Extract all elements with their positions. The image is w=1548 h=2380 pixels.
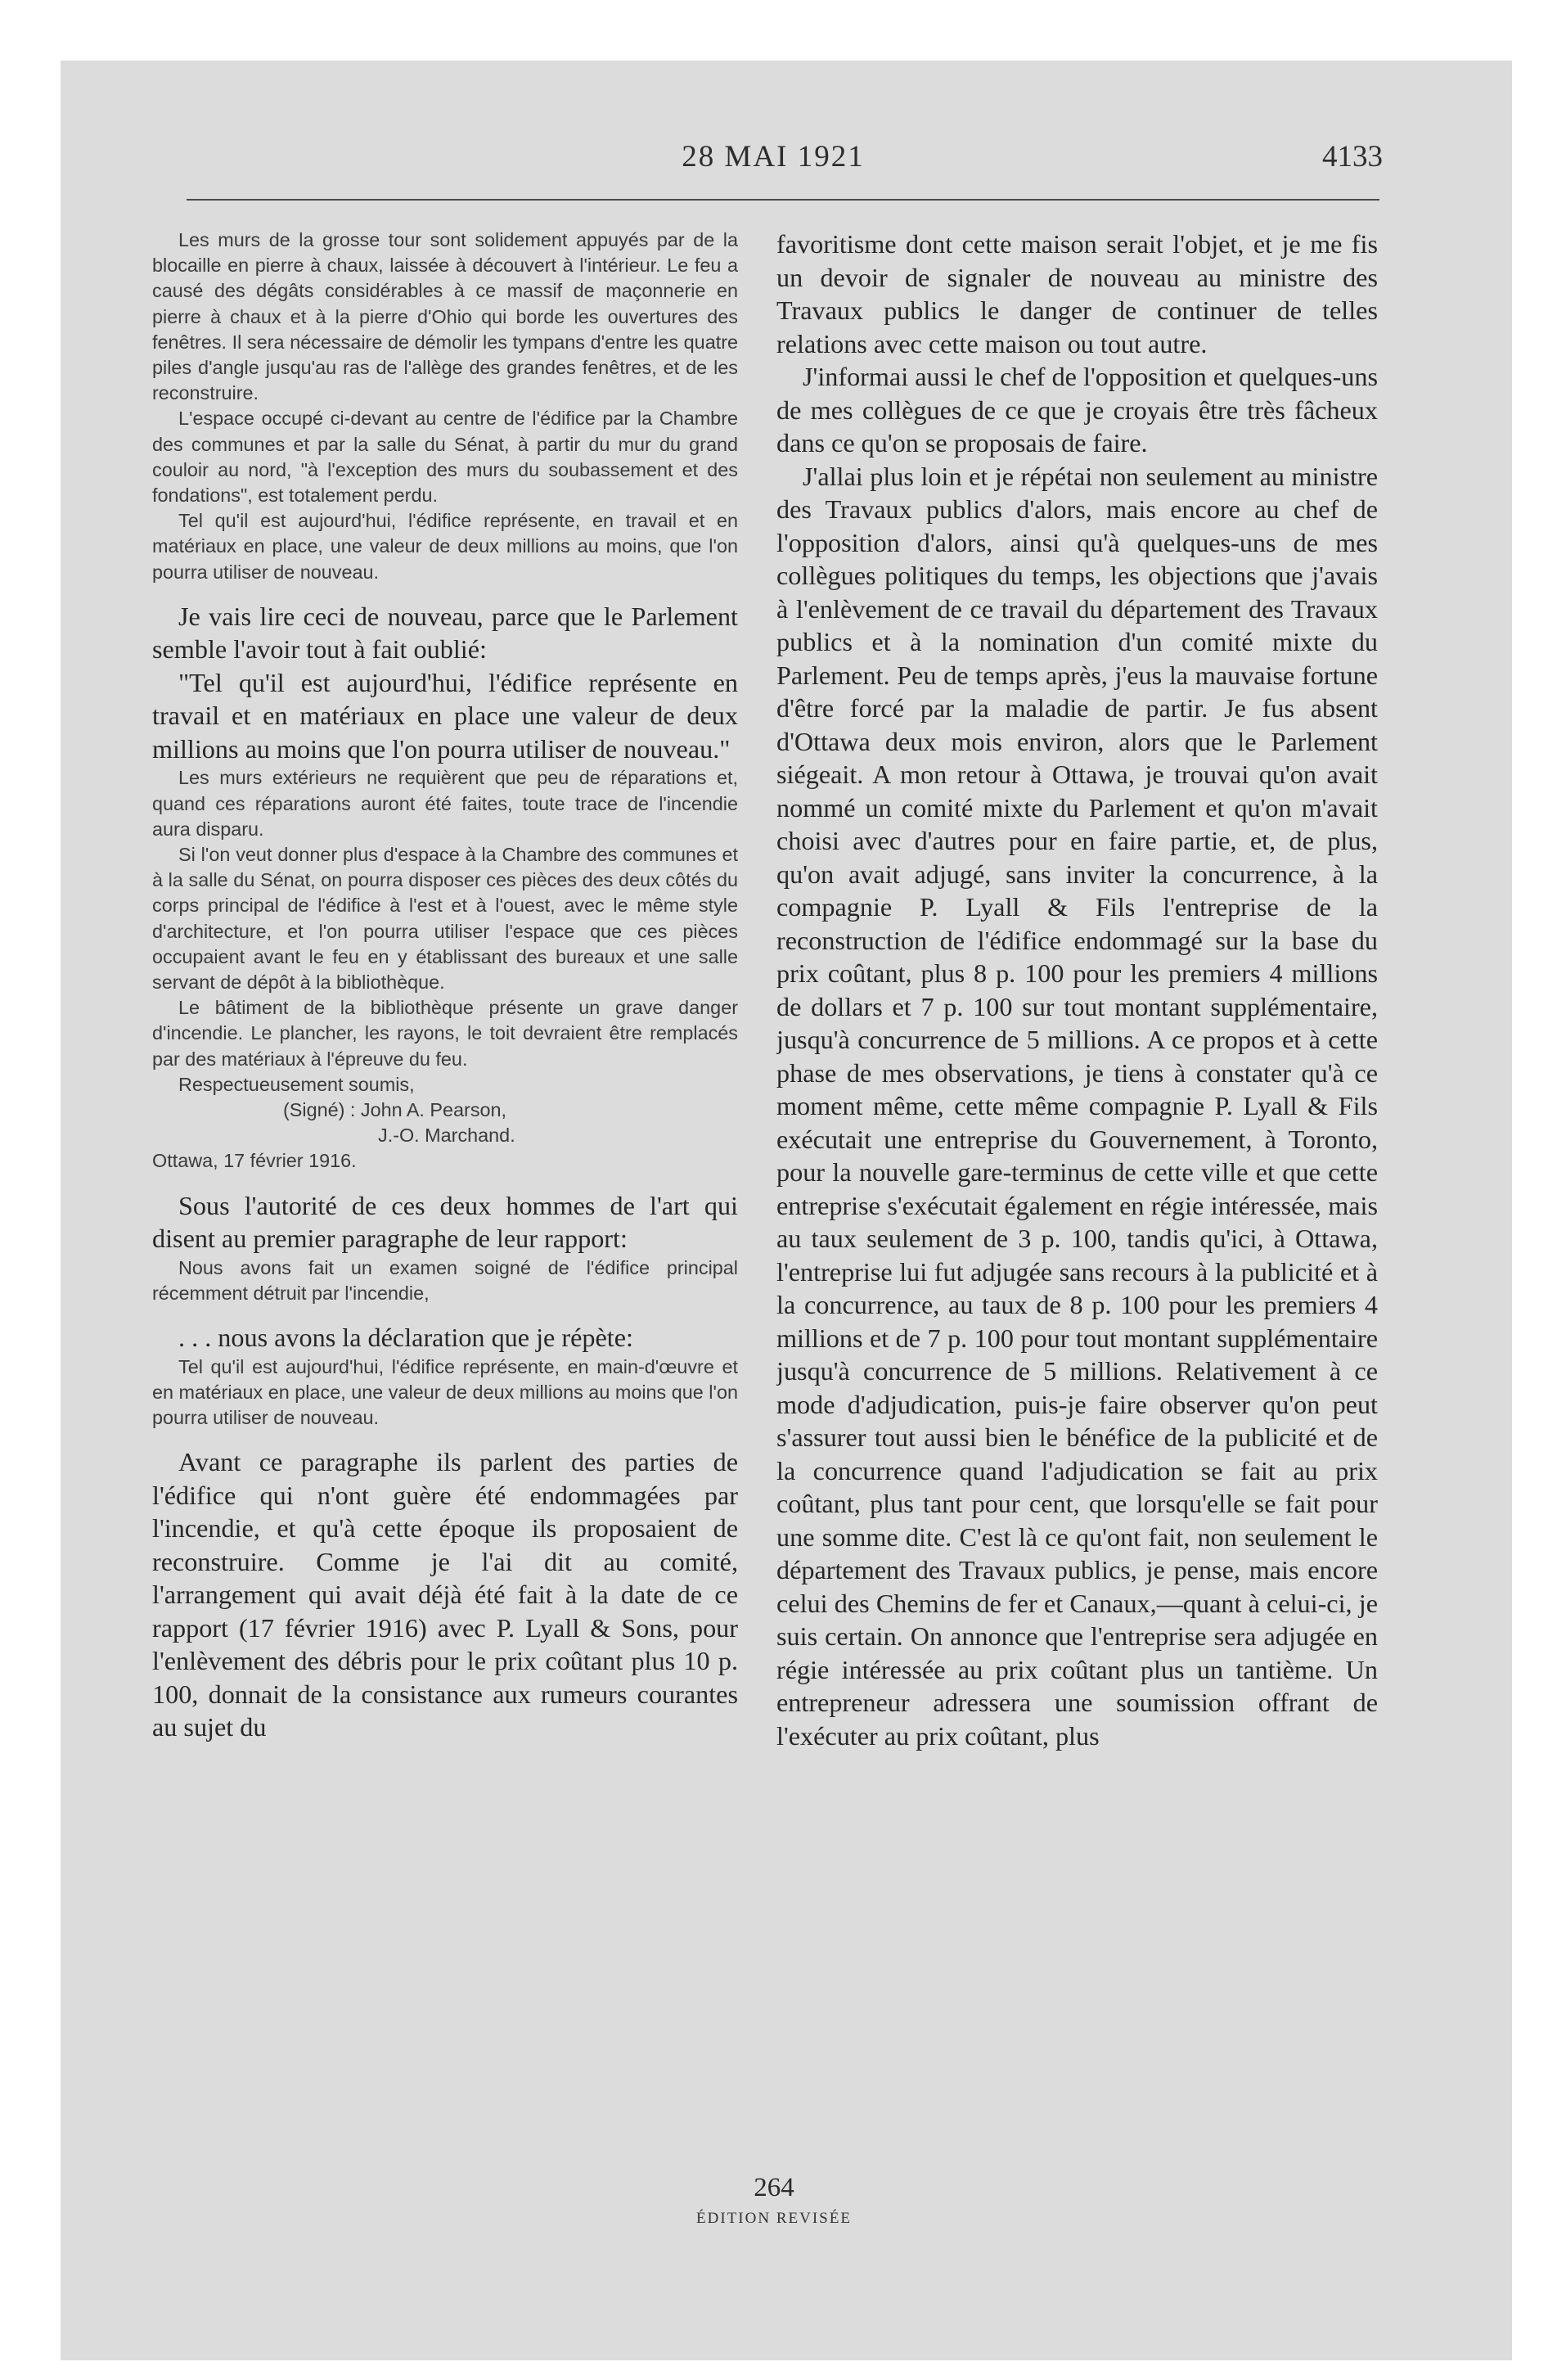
- body-paragraph: Avant ce paragraphe ils parlent des parties de l'édifice qui n'ont guère été endommagées par l'incendie, et qu'à cette époque ils proposaient de reconstruire. Comme je l'ai dit au comité, l'arrangement qui avait déjà été fait à la date de ce rapport (17 février 1916) avec P. Lyall & Sons, pour l'enlèvement des débris pour le prix coûtant plus 10 p. 100, donnait de la consistance aux rumeurs courantes au sujet du: [152, 1447, 738, 1742]
- page-footer: [0, 2173, 1548, 2228]
- footer-page-number: 264: [754, 2173, 794, 2202]
- body-paragraph: favoritisme dont cette maison serait l'objet, et je me fis un devoir de signaler de nouveau au ministre des Travaux publics le danger de continuer de telles relations avec cette maison ou tout autre.: [776, 229, 1378, 358]
- page-header: [164, 139, 1383, 188]
- right-column: [776, 228, 1378, 2167]
- body-paragraph: . . . nous avons la déclaration que je répète:: [178, 1323, 633, 1352]
- body-paragraph: Je vais lire ceci de nouveau, parce que le Parlement semble l'avoir tout à fait oublié:: [152, 601, 738, 665]
- signature-line: (Signé) : John A. Pearson,: [283, 1098, 507, 1120]
- quote-paragraph: Le bâtiment de la bibliothèque présente un grave danger d'incendie. Le plancher, les rayons, le toit devraient être remplacés par des matériaux à l'épreuve du feu.: [152, 997, 738, 1070]
- quote-paragraph: Si l'on veut donner plus d'espace à la Chambre des communes et à la salle du Sénat, on pourra disposer ces pièces des deux côtés du corps principal de l'édifice à l'est et à l'ouest, avec le même style d'architecture, et l'on pourra utiliser l'espace que ces pièces occupaient avant le feu en y établissant des bureaux et une salle servant de dépôt à la bibliothèque.: [152, 843, 738, 993]
- quote-paragraph: Tel qu'il est aujourd'hui, l'édifice représente, en travail et en matériaux en place, une valeur de deux millions au moins, que l'on pourra utiliser de nouveau.: [152, 510, 738, 583]
- header-page-number: 4133: [1322, 140, 1383, 174]
- quote-paragraph: Les murs extérieurs ne requièrent que peu de réparations et, quand ces réparations auront été faites, toute trace de l'incendie aura disparu.: [152, 767, 738, 840]
- footer-edition: ÉDITION REVISÉE: [696, 2210, 852, 2227]
- body-paragraph: "Tel qu'il est aujourd'hui, l'édifice représente en travail et en matériaux en place une valeur de deux millions au moins que l'on pourra utiliser de nouveau.": [152, 667, 738, 764]
- body-paragraph: Sous l'autorité de ces deux hommes de l'art qui disent au premier paragraphe de leur rapport:: [152, 1190, 738, 1254]
- left-column: [152, 228, 738, 2167]
- quote-paragraph: Nous avons fait un examen soigné de l'édifice principal récemment détruit par l'incendie,: [152, 1256, 738, 1304]
- body-paragraph: J'allai plus loin et je répétai non seulement au ministre des Travaux publics d'alors, mais encore au chef de l'opposition d'alors, ainsi qu'à quelques-uns de mes collègues politiques du temps, les objections que j'avais à l'enlèvement de ce travail du département des Travaux publics et à la nomination d'un comité mixte du Parlement. Peu de temps après, j'eus la mauvaise fortune d'être forcé par la maladie de partir. Je fus absent d'Ottawa deux mois environ, alors que le Parlement siégeait. A mon retour à Ottawa, je trouvai qu'on avait nommé un comité mixte du Parlement et qu'on m'avait choisi avec d'autres pour en faire partie, et, de plus, qu'on avait adjugé, sans inviter la concurrence, à la compagnie P. Lyall & Fils l'entreprise de la reconstruction de l'édifice endommagé sur la base du prix coûtant, plus 8 p. 100 pour les premiers 4 millions de dollars et 7 p. 100 sur tout montant supplémentaire, jusqu'à concurrence de 5 millions. A ce propos et à cette phase de mes observations, je tiens à constater qu'à ce moment même, cette même compagnie P. Lyall & Fils exécutait une entreprise du Gouvernement, à Toronto, pour la nouvelle gare-terminus de cette ville et que cette entreprise s'exécutait également en régie intéressée, mais au taux seulement de 3 p. 100, tandis qu'ici, à Ottawa, l'entreprise lui fut adjugée sans recours à la publicité et à la concurrence, au taux de 8 p. 100 pour les premiers 4 millions et de 7 p. 100 pour tout montant supplémentaire jusqu'à concurrence de 5 millions. Relativement à ce mode d'adjudication, puis-je faire observer qu'on peut s'assurer tout aussi bien le bénéfice de la publicité et de la concurrence quand l'adjudication se fait au prix coûtant, plus tant pour cent, que lorsqu'elle se fait pour une somme dite. C'est là ce qu'ont fait, non seulement le département des Travaux publics, je pense, mais encore celui des Chemins de fer et Canaux,—quant à celui-ci, je suis certain. On annonce que l'entreprise sera adjugée en régie intéressée au prix coûtant plus un tantième. Un entrepreneur adressera une soumission offrant de l'exécuter au prix coûtant, plus: [776, 461, 1378, 1751]
- header-rule: [187, 199, 1379, 201]
- body-paragraph: J'informai aussi le chef de l'opposition et quelques-uns de mes collègues de ce que je croyais être très fâcheux dans ce qu'on se proposais de faire.: [776, 362, 1378, 458]
- quote-paragraph: L'espace occupé ci-devant au centre de l'édifice par la Chambre des communes et par la salle du Sénat, à partir du mur du grand couloir au nord, "à l'exception des murs du soubassement et des fondations", est totalement perdu.: [152, 408, 738, 507]
- header-date: 28 MAI 1921: [682, 140, 865, 174]
- quote-paragraph: Les murs de la grosse tour sont solidement appuyés par de la blocaille en pierre à chaux, laissée à découvert à l'intérieur. Le feu a causé des dégâts considérables à ce massif de maçonnerie en pierre à chaux et à la pierre d'Ohio qui borde les ouvertures des fenêtres. Il sera nécessaire de démolir les tympans d'entre les quatre piles d'angle jusqu'au ras de l'allège des grandes fenêtres, et de les reconstruire.: [152, 229, 738, 404]
- signature-line: J.-O. Marchand.: [378, 1125, 515, 1147]
- quote-paragraph: Respectueusement soumis,: [178, 1073, 415, 1095]
- quote-paragraph: Tel qu'il est aujourd'hui, l'édifice représente, en main-d'œuvre et en matériaux en place, une valeur de deux millions au moins que l'on pourra utiliser de nouveau.: [152, 1355, 738, 1428]
- signature-date: Ottawa, 17 février 1916.: [152, 1150, 357, 1172]
